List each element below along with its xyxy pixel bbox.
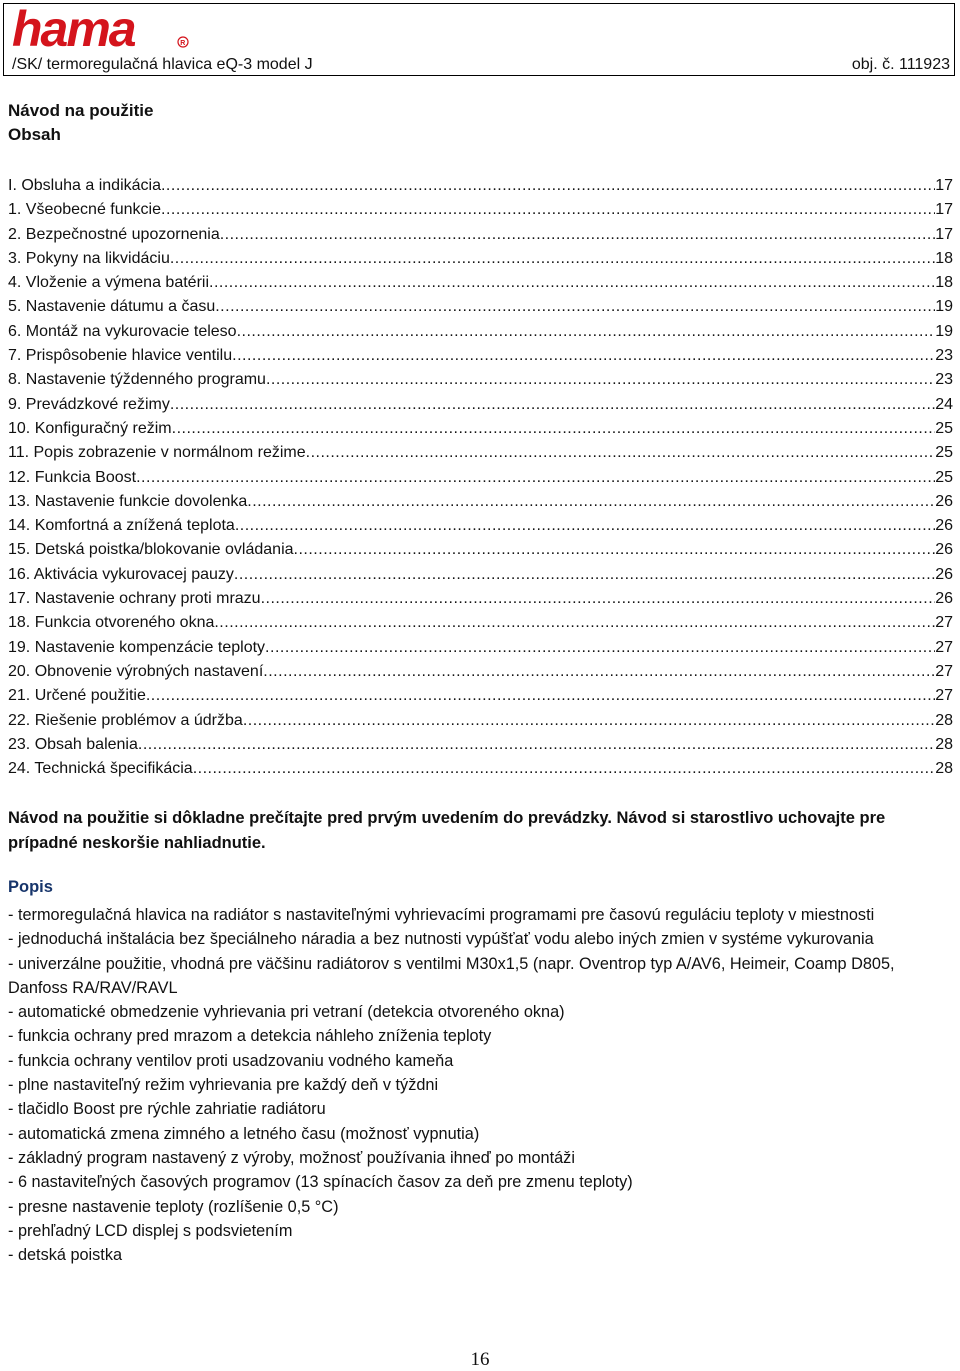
- toc-dot-leader: [237, 320, 936, 344]
- toc-entry[interactable]: [8, 441, 953, 465]
- toc-entry[interactable]: [8, 538, 953, 562]
- toc-entry[interactable]: [8, 611, 953, 635]
- toc-entry[interactable]: [8, 514, 953, 538]
- toc-dot-leader: [261, 587, 936, 611]
- toc-entry-page: 18: [935, 249, 953, 267]
- toc-dot-leader: [220, 223, 935, 247]
- toc-entry-title: 13. Nastavenie funkcie dovolenka: [8, 492, 248, 510]
- toc-dot-leader: [172, 417, 936, 441]
- toc-entry[interactable]: [8, 247, 953, 271]
- toc-dot-leader: [146, 684, 935, 708]
- toc-entry-title: 2. Bezpečnostné upozornenia: [8, 225, 220, 243]
- toc-dot-leader: [193, 757, 936, 781]
- toc-dot-leader: [266, 368, 935, 392]
- toc-dot-leader: [235, 514, 935, 538]
- feature-list: [8, 903, 943, 1267]
- toc-entry[interactable]: [8, 733, 953, 757]
- toc-entry-title: 22. Riešenie problémov a údržba: [8, 711, 243, 729]
- toc-entry[interactable]: [8, 490, 953, 514]
- toc-entry-title: 23. Obsah balenia: [8, 735, 138, 753]
- toc-entry-title: 5. Nastavenie dátumu a času: [8, 298, 216, 316]
- toc-dot-leader: [263, 660, 935, 684]
- toc-dot-leader: [294, 538, 936, 562]
- toc-entry-title: 15. Detská poistka/blokovanie ovládania: [8, 541, 294, 559]
- toc-entry-page: 17: [935, 225, 953, 243]
- toc-entry-page: 27: [935, 662, 953, 680]
- toc-entry-page: 17: [935, 201, 953, 219]
- toc-entry-title: 24. Technická špecifikácia: [8, 760, 193, 778]
- feature-item: - automatické obmedzenie vyhrievania pri vetraní (detekcia otvoreného okna): [8, 1003, 565, 1022]
- toc-entry[interactable]: [8, 709, 953, 733]
- toc-entry-page: 28: [935, 760, 953, 778]
- toc-entry-page: 25: [935, 468, 953, 486]
- toc-entry[interactable]: [8, 417, 953, 441]
- feature-item: - funkcia ochrany pred mrazom a detekcia náhleho zníženia teploty: [8, 1027, 492, 1046]
- toc-entry[interactable]: [8, 198, 953, 222]
- page-number: 16: [470, 1349, 490, 1370]
- toc-dot-leader: [170, 247, 935, 271]
- toc-entry[interactable]: [8, 295, 953, 319]
- feature-item: - funkcia ochrany ventilov proti usadzovaniu vodného kameňa: [8, 1051, 454, 1070]
- toc-dot-leader: [306, 441, 936, 465]
- toc-entry[interactable]: [8, 466, 953, 490]
- toc-entry-page: 25: [935, 444, 953, 462]
- feature-item: - termoregulačná hlavica na radiátor s nastaviteľnými vyhrievacími programami pre časovú reguláciu teploty v miestnosti: [8, 906, 875, 924]
- header-box: [3, 3, 955, 76]
- toc-entry-page: 23: [935, 347, 953, 365]
- header-product-title: /SK/ termoregulačná hlavica eQ-3 model J: [12, 56, 313, 73]
- toc-dot-leader: [214, 611, 935, 635]
- feature-item: - prehľadný LCD displej s podsvietením: [8, 1221, 293, 1240]
- toc-entry[interactable]: [8, 636, 953, 660]
- toc-entry-title: 19. Nastavenie kompenzácie teploty: [8, 638, 266, 656]
- toc-dot-leader: [136, 466, 935, 490]
- toc-entry-page: 25: [935, 419, 953, 437]
- toc-entry[interactable]: [8, 587, 953, 611]
- toc-entry-page: 27: [935, 638, 953, 656]
- toc-entry[interactable]: [8, 174, 953, 198]
- toc-entry-title: I. Obsluha a indikácia: [8, 177, 161, 194]
- feature-item: - tlačidlo Boost pre rýchle zahriatie radiátoru: [8, 1100, 326, 1119]
- hama-logo: [12, 8, 192, 54]
- svg-text:hama: hama: [12, 8, 135, 54]
- toc-entry[interactable]: [8, 393, 953, 417]
- table-of-contents: [8, 174, 953, 781]
- toc-entry-title: 6. Montáž na vykurovacie teleso: [8, 322, 237, 340]
- toc-entry-title: 12. Funkcia Boost: [8, 468, 137, 486]
- toc-entry[interactable]: [8, 344, 953, 368]
- toc-entry-title: 4. Vloženie a výmena batérii: [8, 274, 209, 292]
- toc-entry-title: 14. Komfortná a znížená teplota: [8, 517, 235, 535]
- toc-entry-title: 10. Konfiguračný režim: [8, 419, 172, 437]
- toc-entry-title: 9. Prevádzkové režimy: [8, 395, 170, 413]
- toc-entry[interactable]: [8, 320, 953, 344]
- feature-item: - detská poistka: [8, 1246, 123, 1265]
- feature-item: - základný program nastavený z výroby, možnosť používania ihneď po montáži: [8, 1148, 575, 1167]
- feature-item: - jednoduchá inštalácia bez špeciálneho náradia a bez nutnosti vypúšťať vodu alebo iných zmien v systéme vykurovania: [8, 930, 874, 949]
- toc-entry-page: 27: [935, 687, 953, 705]
- toc-entry[interactable]: [8, 271, 953, 295]
- toc-entry-page: 19: [935, 298, 953, 316]
- reading-notice: Návod na použitie si dôkladne prečítajte pred prvým uvedením do prevádzky. Návod si starostlivo uchovajte pre prípadné neskoršie nahliadnutie.: [8, 809, 886, 852]
- toc-dot-leader: [170, 393, 935, 417]
- toc-entry-page: 26: [935, 492, 953, 510]
- hama-logo-icon: [12, 8, 192, 54]
- svg-text:R: R: [180, 40, 186, 47]
- toc-entry-title: 17. Nastavenie ochrany proti mrazu: [8, 590, 261, 608]
- toc-entry-page: 26: [935, 590, 953, 608]
- toc-entry-page: 28: [935, 711, 953, 729]
- toc-entry-page: 19: [935, 322, 953, 340]
- toc-entry-page: 24: [935, 395, 953, 413]
- toc-entry[interactable]: [8, 660, 953, 684]
- toc-dot-leader: [209, 271, 935, 295]
- toc-entry-title: 11. Popis zobrazenie v normálnom režime: [8, 444, 306, 462]
- toc-dot-leader: [161, 174, 935, 198]
- toc-entry-page: 17: [935, 177, 953, 194]
- toc-dot-leader: [215, 295, 935, 319]
- toc-entry-page: 23: [935, 371, 953, 389]
- feature-item: - presne nastavenie teploty (rozlíšenie 0,5 °C): [8, 1197, 339, 1216]
- toc-entry-page: 28: [935, 735, 953, 753]
- feature-item: - plne nastaviteľný režim vyhrievania pre každý deň v týždni: [8, 1076, 439, 1095]
- toc-entry-title: 16. Aktivácia vykurovacej pauzy: [8, 565, 234, 583]
- toc-entry-title: 20. Obnovenie výrobných nastavení: [8, 662, 264, 680]
- feature-item: - automatická zmena zimného a letného času (možnosť vypnutia): [8, 1124, 480, 1143]
- header-order-number: obj. č. 111923: [851, 56, 950, 73]
- feature-item: - univerzálne použitie, vhodná pre väčšinu radiátorov s ventilmi M30x1,5 (napr. Oventrop typ A/AV6, Heimeir, Coamp D805, Danfoss RA/RAV/RAVL: [8, 954, 895, 997]
- toc-dot-leader: [247, 490, 935, 514]
- toc-entry[interactable]: [8, 757, 953, 781]
- popis-heading: Popis: [8, 878, 53, 896]
- toc-entry-page: 26: [935, 517, 953, 535]
- toc-entry-title: 1. Všeobecné funkcie: [8, 201, 161, 219]
- toc-entry[interactable]: [8, 563, 953, 587]
- toc-entry-page: 18: [935, 274, 953, 292]
- toc-dot-leader: [234, 563, 935, 587]
- toc-entry-title: 21. Určené použitie: [8, 687, 146, 705]
- toc-dot-leader: [161, 198, 935, 222]
- toc-dot-leader: [265, 636, 935, 660]
- toc-entry-title: 3. Pokyny na likvidáciu: [8, 249, 170, 267]
- toc-entry-title: 7. Prispôsobenie hlavice ventilu: [8, 347, 233, 365]
- toc-entry[interactable]: [8, 368, 953, 392]
- toc-dot-leader: [232, 344, 935, 368]
- page-title: Návod na použitie: [8, 101, 154, 120]
- toc-dot-leader: [243, 709, 935, 733]
- toc-entry-title: 8. Nastavenie týždenného programu: [8, 371, 266, 389]
- toc-entry[interactable]: [8, 223, 953, 247]
- toc-entry-page: 26: [935, 541, 953, 559]
- toc-dot-leader: [138, 733, 935, 757]
- toc-entry[interactable]: [8, 684, 953, 708]
- toc-entry-page: 27: [935, 614, 953, 632]
- toc-entry-page: 26: [935, 565, 953, 583]
- contents-title: Obsah: [8, 125, 61, 144]
- feature-item: - 6 nastaviteľných časových programov (13 spínacích časov za deň pre zmenu teploty): [8, 1173, 633, 1192]
- toc-entry-title: 18. Funkcia otvoreného okna: [8, 614, 215, 632]
